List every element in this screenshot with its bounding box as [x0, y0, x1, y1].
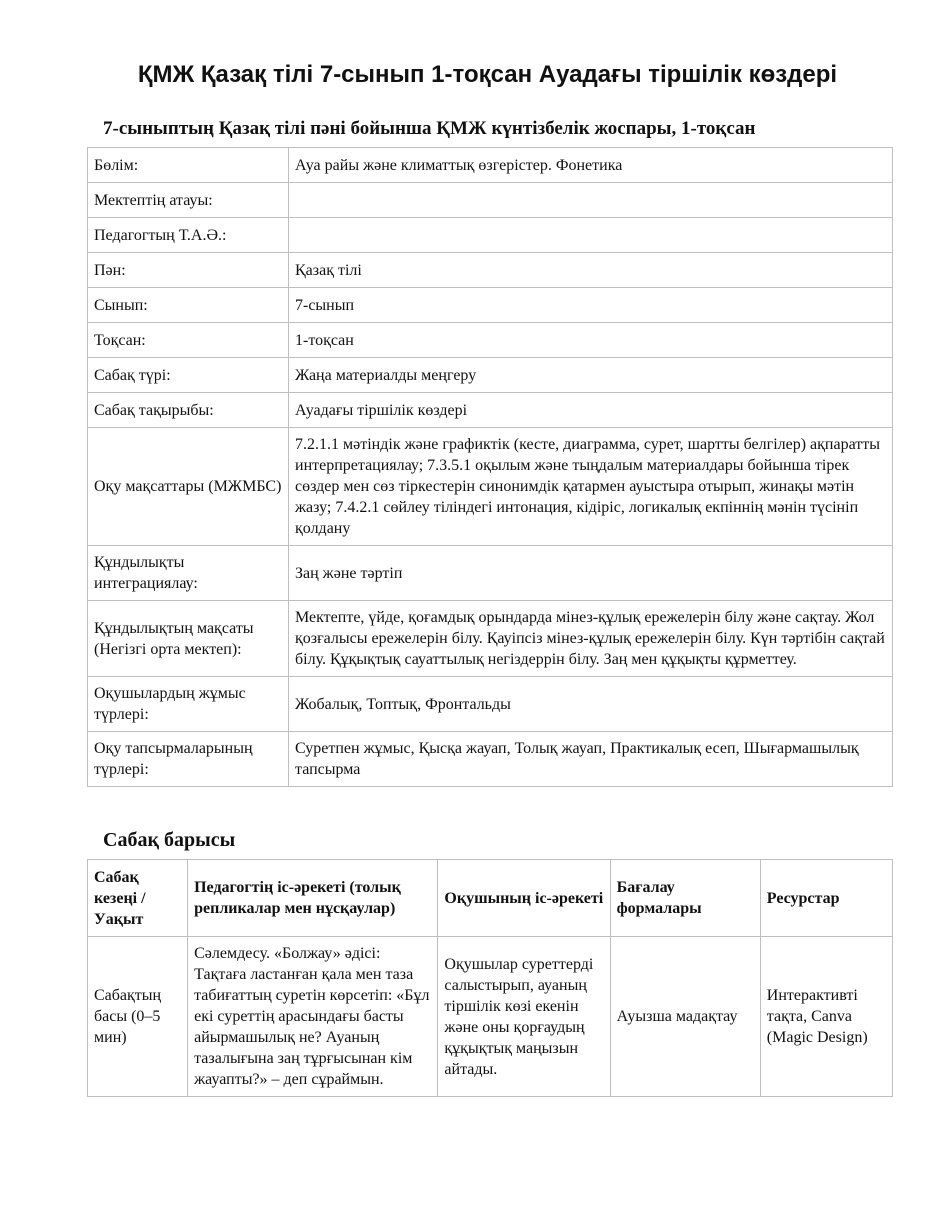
table-row	[88, 323, 893, 358]
column-header-student-activity: Оқушының іс-әрекеті	[438, 860, 610, 937]
table-row	[88, 288, 893, 323]
lesson-info-table	[87, 147, 893, 787]
info-value-lesson-topic: Ауадағы тіршілік көздері	[289, 393, 893, 428]
info-label-subject: Пән:	[88, 253, 289, 288]
lesson-flow-heading: Сабақ барысы	[103, 829, 236, 851]
table-row	[88, 148, 893, 183]
cell-stage: Сабақтың басы (0–5 мин)	[88, 937, 188, 1097]
table-row	[88, 937, 893, 1097]
info-label-work-forms: Оқушылардың жұмыс түрлері:	[88, 677, 289, 732]
info-label-objectives: Оқу мақсаттары (МЖМБС)	[88, 428, 289, 546]
info-value-value-goal: Мектепте, үйде, қоғамдық орындарда мінез-құлық ережелерін білу және сақтау. Жол қозғалысы ережелерін білу. Қауіпсіз мінез-құлық ережелерін білу. Күн тәртібін сақтай білу. Құқықтық сауаттылық негіздеррін білу. Заң мен құқықты құрметтеу.	[289, 601, 893, 677]
cell-teacher-activity: Сәлемдесу. «Болжау» әдісі: Тақтаға ластанған қала мен таза табиғаттың суретін көрсетіп: «Бұл екі суреттің арасындағы басты айырмашылық не? Ауаның тазалығына заң тұрғысынан кім жауапты?» – деп сұраймын.	[188, 937, 438, 1097]
info-value-objectives: 7.2.1.1 мәтіндік және графиктік (кесте, диаграмма, сурет, шартты белгілер) ақпаратты интерпретациялау; 7.3.5.1 оқылым және тыңдалым материалдары бойынша тірек сөздер мен сөз тіркестерін синонимдік қатармен ауыстыра отырып, жинақы мәтін жазу; 7.4.2.1 сөйлеу тіліндегі интонация, кідіріс, логикалық екпіннің мәнін түсініп қолдану	[289, 428, 893, 546]
column-header-resources: Ресурстар	[760, 860, 892, 937]
table-row	[88, 677, 893, 732]
info-label-value-goal: Құндылықтың мақсаты (Негізгі орта мектеп):	[88, 601, 289, 677]
info-label-section: Бөлім:	[88, 148, 289, 183]
info-label-value-integration: Құндылықты интеграциялау:	[88, 546, 289, 601]
plan-subtitle: 7-сыныптың Қазақ тілі пәні бойынша ҚМЖ күнтізбелік жоспары, 1-тоқсан	[103, 118, 756, 139]
info-value-value-integration: Заң және тәртіп	[289, 546, 893, 601]
cell-student-activity: Оқушылар суреттерді салыстырып, ауаның тіршілік көзі екенін және оны қорғаудың құқықтық маңызын айтады.	[438, 937, 610, 1097]
cell-assessment: Ауызша мадақтау	[610, 937, 760, 1097]
table-row	[88, 358, 893, 393]
info-label-quarter: Тоқсан:	[88, 323, 289, 358]
table-row	[88, 546, 893, 601]
info-label-lesson-topic: Сабақ тақырыбы:	[88, 393, 289, 428]
table-row	[88, 393, 893, 428]
info-label-school: Мектептің атауы:	[88, 183, 289, 218]
info-value-quarter: 1-тоқсан	[289, 323, 893, 358]
info-value-work-forms: Жобалық, Топтық, Фронтальды	[289, 677, 893, 732]
table-header-row	[88, 860, 893, 937]
info-value-teacher	[289, 218, 893, 253]
column-header-stage: Сабақ кезеңі / Уақыт	[88, 860, 188, 937]
document-title: ҚМЖ Қазақ тілі 7-сынып 1-тоқсан Ауадағы тіршілік көздері	[137, 61, 838, 88]
info-value-lesson-type: Жаңа материалды меңгеру	[289, 358, 893, 393]
table-row	[88, 732, 893, 787]
table-row	[88, 218, 893, 253]
info-label-task-types: Оқу тапсырмаларының түрлері:	[88, 732, 289, 787]
cell-resources: Интерактивті тақта, Canva (Magic Design)	[760, 937, 892, 1097]
column-header-teacher-activity: Педагогтің іс-әрекеті (толық репликалар мен нұсқаулар)	[188, 860, 438, 937]
info-label-teacher: Педагогтың Т.А.Ә.:	[88, 218, 289, 253]
table-row	[88, 428, 893, 546]
info-value-task-types: Суретпен жұмыс, Қысқа жауап, Толық жауап, Практикалық есеп, Шығармашылық тапсырма	[289, 732, 893, 787]
info-value-subject: Қазақ тілі	[289, 253, 893, 288]
column-header-assessment: Бағалау формалары	[610, 860, 760, 937]
info-value-section: Ауа райы және климаттық өзгерістер. Фонетика	[289, 148, 893, 183]
info-value-grade: 7-сынып	[289, 288, 893, 323]
info-value-school	[289, 183, 893, 218]
table-row	[88, 253, 893, 288]
info-label-lesson-type: Сабақ түрі:	[88, 358, 289, 393]
lesson-flow-table	[87, 859, 893, 1097]
table-row	[88, 601, 893, 677]
info-label-grade: Сынып:	[88, 288, 289, 323]
table-row	[88, 183, 893, 218]
